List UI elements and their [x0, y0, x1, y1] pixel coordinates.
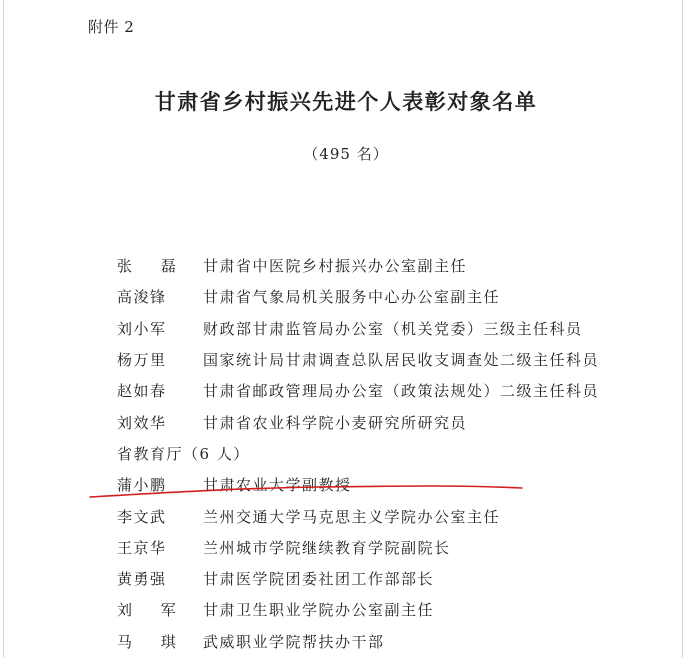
- person-name: 张 磊: [117, 257, 188, 276]
- list-item: [117, 469, 677, 500]
- person-title: 甘肃省气象局机关服务中心办公室副主任: [203, 288, 501, 307]
- list-item: [117, 375, 677, 406]
- person-name: 黄勇强: [117, 570, 167, 589]
- person-name: 赵如春: [117, 382, 167, 401]
- section-heading: [117, 438, 677, 469]
- list-item: [117, 626, 677, 657]
- list-item: [117, 563, 677, 594]
- person-title: 甘肃省邮政管理局办公室（政策法规处）二级主任科员: [203, 382, 600, 401]
- person-name: 杨万里: [117, 351, 167, 370]
- attachment-label: 附件 2: [88, 18, 135, 36]
- person-title: 财政部甘肃监管局办公室（机关党委）三级主任科员: [203, 319, 583, 338]
- person-title: 兰州城市学院继续教育学院副院长: [203, 538, 451, 557]
- person-title: 甘肃省中医院乡村振兴办公室副主任: [203, 257, 468, 276]
- list-item: [117, 594, 677, 625]
- person-name: 马 琪: [117, 632, 188, 651]
- person-title: 兰州交通大学马克思主义学院办公室主任: [203, 507, 501, 526]
- list-item: [117, 313, 677, 344]
- person-title: 甘肃卫生职业学院办公室副主任: [203, 601, 435, 620]
- person-title: 甘肃省农业科学院小麦研究所研究员: [203, 413, 468, 432]
- honoree-count: （495 名）: [303, 145, 389, 163]
- person-title: 武威职业学院帮扶办干部: [203, 632, 385, 651]
- person-title: 甘肃医学院团委社团工作部部长: [203, 570, 435, 589]
- person-title: 甘肃农业大学副教授: [203, 476, 352, 495]
- person-title: 国家统计局甘肃调查总队居民收支调查处二级主任科员: [203, 351, 600, 370]
- person-name: 刘效华: [117, 413, 167, 432]
- person-name: 刘小军: [117, 319, 167, 338]
- list-item: [117, 250, 677, 281]
- list-item: [117, 281, 677, 312]
- list-item: [117, 532, 677, 563]
- person-name: 王京华: [117, 538, 167, 557]
- section-label: 省教育厅（6 人）: [117, 444, 250, 463]
- person-name: 蒲小鹏: [117, 476, 167, 495]
- person-name: 刘 军: [117, 601, 188, 620]
- person-name: 高浚锋: [117, 288, 167, 307]
- honoree-list: [117, 250, 677, 657]
- list-item: [117, 500, 677, 531]
- list-item: [117, 406, 677, 437]
- document-title: 甘肃省乡村振兴先进个人表彰对象名单: [154, 89, 538, 114]
- person-name: 李文武: [117, 507, 167, 526]
- list-item: [117, 344, 677, 375]
